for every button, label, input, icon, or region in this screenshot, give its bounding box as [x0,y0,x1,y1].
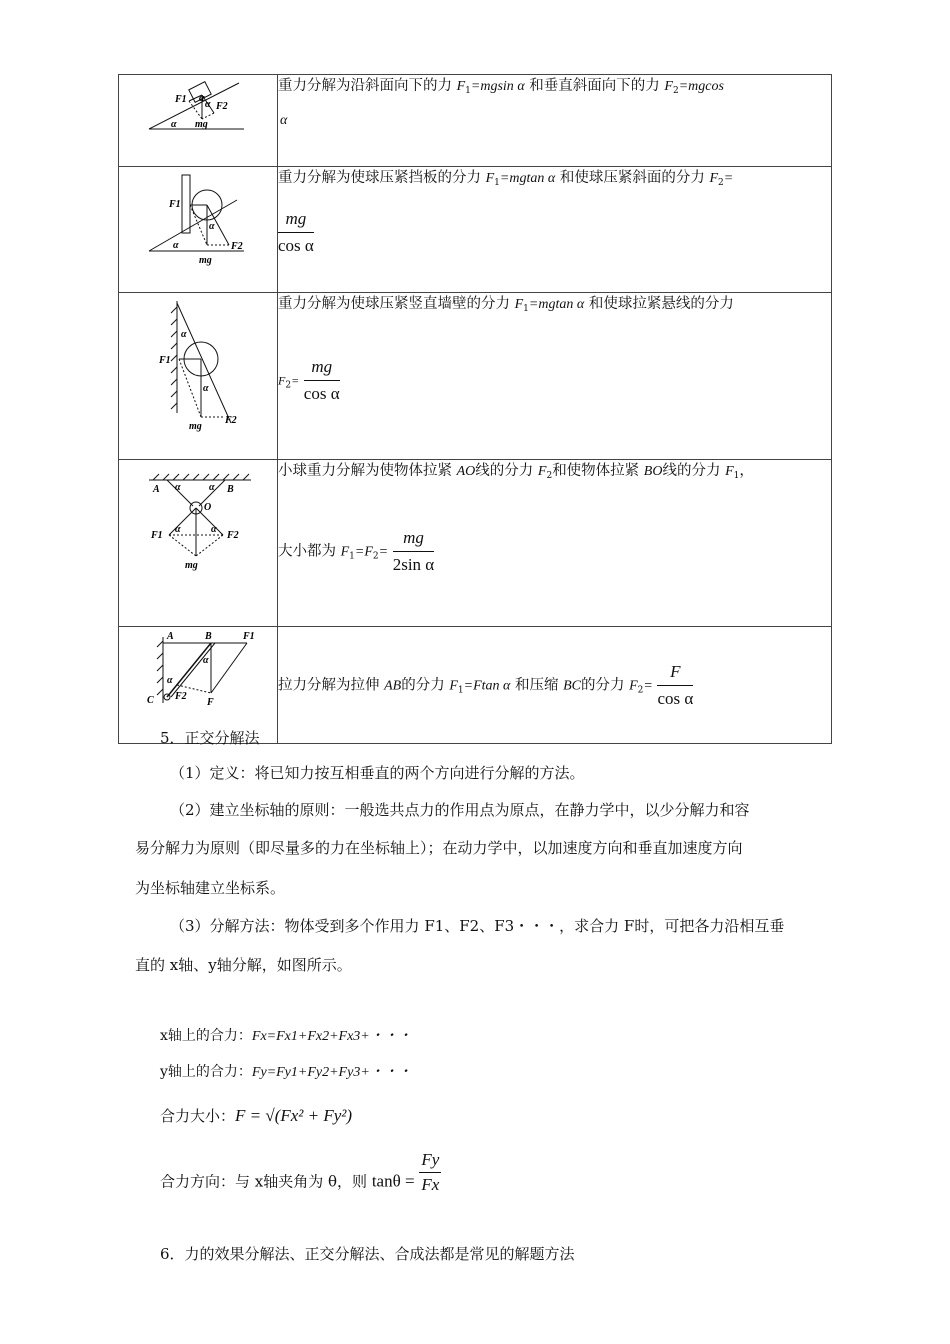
desc-text: 和使球压紧斜面的分力 [555,170,710,186]
method-line-2: 直的 x轴、y轴分解，如图所示。 [135,956,352,974]
symbol: F [485,171,495,186]
fraction [657,661,693,710]
label-mg: mg [199,255,212,266]
symbol: F [664,79,673,94]
fraction-numerator: mg [304,356,340,381]
symbol: =mgsin [470,79,518,94]
fraction [393,527,435,576]
symbol: α [517,79,525,94]
label-O: O [204,502,212,513]
symbol: =Ftan [463,678,504,693]
symbol: AO [456,464,476,479]
table-row [119,460,832,627]
fx-label: x轴上的合力： [160,1028,252,1044]
label-F1: F1 [175,94,187,105]
desc-text: 和垂直斜面向下的力 [524,78,665,94]
desc-text: 重力分解为使球压紧挡板的分力 [278,170,486,186]
figure-cell [119,293,278,460]
symbol: F [537,464,547,479]
fraction-numerator: mg [278,208,314,233]
axis-principle-line-3: 为坐标轴建立坐标系。 [135,879,286,897]
force-decomposition-table [118,74,832,744]
label-F2: F2 [227,530,239,541]
desc-text: 的分力 [580,677,630,693]
label-alpha: α [175,482,181,493]
label-B: B [205,631,212,642]
label-A: A [167,631,174,642]
fraction-numerator: F [657,661,693,686]
symbol: BO [643,464,663,479]
subscript: 1 [349,551,355,562]
wall-ball-diagram [119,293,277,455]
label-alpha: α [209,221,215,232]
label-alpha: α [167,675,173,686]
label-mg: mg [189,421,202,432]
symbol: BC [563,678,581,693]
section-5-title: 5．正交分解法 [160,729,260,747]
desc-text: 的分力 [401,677,450,693]
desc-text: 线的分力 [662,463,726,479]
table-row [119,627,832,744]
magnitude-equation [160,1106,352,1126]
label-F1: F1 [169,199,181,210]
symbol: = [723,171,734,186]
fx-formula: Fx=Fx1+Fx2+Fx3+・・・ [251,1029,412,1044]
label-alpha: α [203,383,209,394]
label-alpha: α [211,524,217,535]
magnitude-label: 合力大小： [160,1107,236,1125]
symbol: F [629,678,638,693]
fraction [304,356,340,405]
direction-label: 合力方向：与 x轴夹角为 θ，则 [160,1172,368,1191]
label-F1: F1 [243,631,255,642]
figure-cell [119,627,278,744]
axis-principle-line-2: 易分解力为原则（即尽量多的力在坐标轴上）；在动力学中，以加速度方向和垂直加速度方向 [135,839,743,857]
symbol: F [340,544,350,560]
fraction-numerator: mg [393,527,435,552]
symbol: =mgtan [499,171,548,186]
label-F2: F2 [231,241,243,252]
fraction [419,1150,441,1195]
desc-text: 重力分解为沿斜面向下的力 [278,78,457,94]
fy-label: y轴上的合力： [160,1064,252,1080]
subscript: 2 [672,86,679,96]
symbol: F [449,678,458,693]
label-F2: F2 [225,415,237,426]
subscript: 1 [523,304,529,314]
label-alpha: α [173,240,179,251]
description-cell [278,627,832,744]
incline-baffle-ball-diagram [119,167,277,288]
fraction [278,208,314,257]
label-B: B [227,484,234,495]
label-alpha: α [205,99,211,110]
desc-text: 线的分力 [475,463,538,479]
fraction-denominator: cos α [657,688,694,708]
symbol: = [643,678,653,693]
symbol: α [280,113,288,128]
symbol: = [378,544,389,560]
table-row [119,293,832,460]
symbol: F [456,79,466,94]
two-rope-ball-diagram [119,460,277,622]
symbol: AB [384,678,402,693]
tan-formula: tanθ = [371,1171,415,1191]
incline-block-diagram [119,75,277,162]
description-cell [278,167,832,293]
symbol: F [514,297,524,312]
symbol: α [503,678,511,693]
symbol: α [576,297,585,312]
desc-text: 和压缩 [510,677,564,693]
section-6-title: 6．力的效果分解法、正交分解法、合成法都是常见的解题方法 [160,1245,575,1263]
desc-text: 小球重力分解为使物体拉紧 [278,463,457,479]
desc-text: 大小都为 [278,543,341,560]
label-mg: mg [195,119,208,130]
bracket-diagram [119,627,277,739]
subscript: 2 [372,551,379,562]
method-line-1: （3）分解方法：物体受到多个作用力 F1、F2、F3・・・，求合力 F时，可把各力沿相互垂 [170,917,785,935]
label-alpha: α [199,93,205,104]
label-alpha: α [209,482,215,493]
desc-text: 重力分解为使球压紧竖直墙壁的分力 [278,296,515,312]
subscript: 2 [285,380,292,391]
label-mg: mg [185,560,198,571]
subscript: 2 [718,178,724,188]
direction-equation [160,1150,441,1195]
fy-formula: Fy=Fy1+Fy2+Fy3+・・・ [251,1065,412,1080]
desc-text: 和使物体拉紧 [552,463,644,479]
figure-cell [119,460,278,627]
desc-text: 拉力分解为拉伸 [278,677,385,693]
symbol: =mgtan [528,297,577,312]
desc-text: ， [739,463,754,479]
label-F1: F1 [159,355,171,366]
figure-cell [119,75,278,167]
subscript: 1 [457,685,464,695]
fraction-numerator: Fy [419,1150,441,1173]
label-F2: F2 [216,101,228,112]
label-F: F [207,697,214,708]
magnitude-formula: F = √(Fx² + Fy²) [235,1106,353,1125]
label-alpha: α [203,655,209,666]
symbol: F [278,373,286,388]
table-row [119,75,832,167]
fraction-denominator: 2sin α [392,555,435,574]
subscript: 1 [494,178,500,188]
description-cell [278,293,832,460]
desc-text: 和使球拉紧悬线的分力 [584,296,734,312]
symbol: F [709,171,718,186]
symbol: = [291,373,300,388]
definition-paragraph: （1）定义：将已知力按互相垂直的两个方向进行分解的方法。 [170,764,585,782]
axis-principle-line-1: （2）建立坐标轴的原则：一般选共点力的作用点为原点，在静力学中，以少分解力和容 [170,801,750,819]
label-A: A [153,484,160,495]
subscript: 2 [637,685,644,695]
symbol: α [547,171,556,186]
symbol: F [364,544,373,560]
symbol: = [354,544,365,560]
fraction-denominator: Fx [421,1175,440,1194]
fraction-denominator: cos α [278,236,314,255]
subscript: 1 [733,471,740,481]
label-alpha: α [181,329,187,340]
subscript: 1 [465,86,471,96]
description-cell [278,460,832,627]
label-alpha: α [175,524,181,535]
fraction-denominator: cos α [303,384,340,403]
label-F1: F1 [151,530,163,541]
symbol: =mgcos [678,79,724,94]
figure-cell [119,167,278,293]
table-row [119,167,832,293]
fx-equation [160,1026,412,1047]
subscript: 2 [546,471,553,481]
label-C: C [147,695,154,706]
label-F2: F2 [175,691,187,702]
fy-equation [160,1062,412,1083]
symbol: F [725,464,734,479]
label-alpha: α [171,119,177,130]
description-cell [278,75,832,167]
